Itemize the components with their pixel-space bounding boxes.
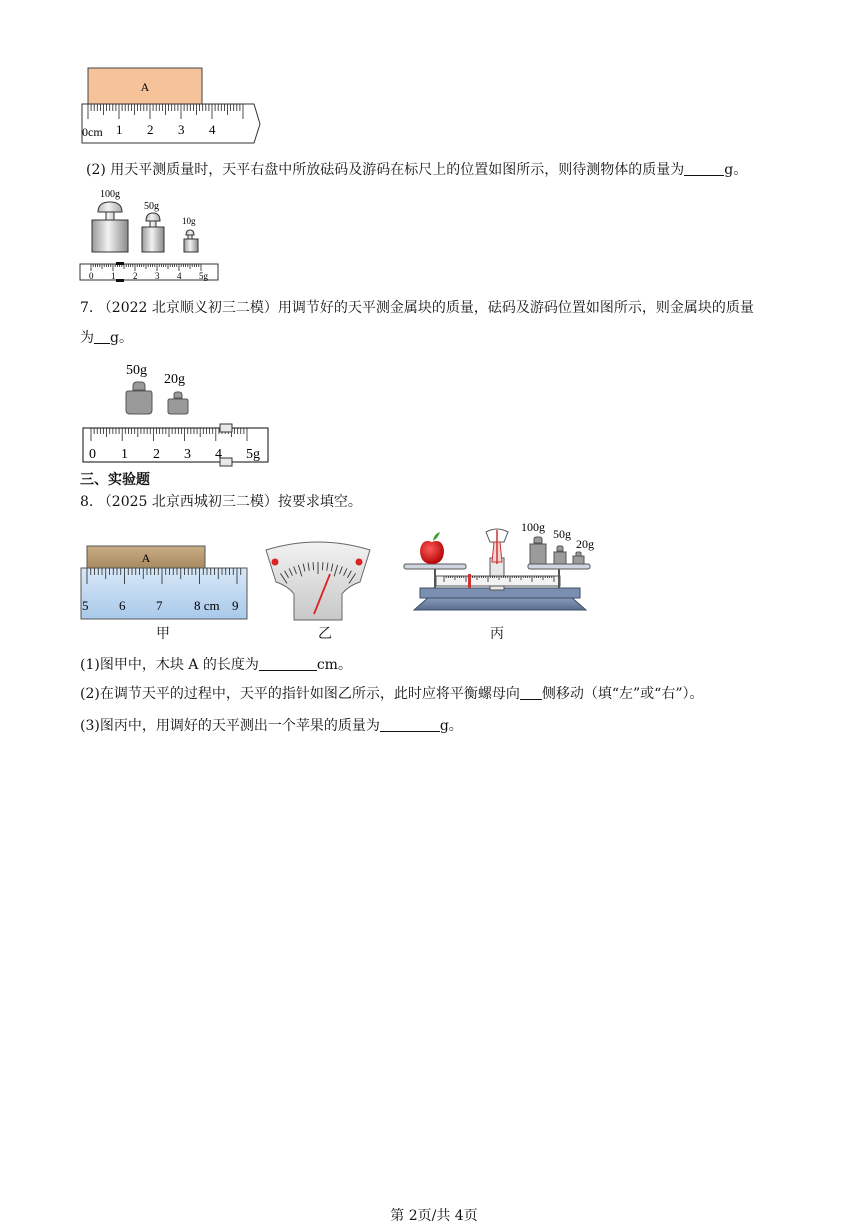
- beam-scale: [80, 264, 218, 280]
- ruler-label-9: 9: [232, 598, 239, 613]
- apple-icon: [420, 541, 444, 564]
- scale-label-5g: 5g: [246, 447, 260, 462]
- answer-blank[interactable]: [684, 161, 724, 176]
- weight-100g: [530, 537, 546, 564]
- figure-yi-pointer: [262, 540, 374, 624]
- block-a-label: A: [140, 80, 150, 94]
- q8-sub2: [80, 684, 703, 704]
- weight-label-100g: 100g: [521, 520, 545, 534]
- tick-mark: [313, 562, 314, 570]
- rider: [468, 574, 471, 588]
- q8-sub2-tail: 侧移动（填“左”或“右”）。: [541, 686, 704, 702]
- weight-label-10g: 10g: [182, 216, 196, 226]
- weight-label-100g: 100g: [100, 189, 120, 200]
- q8-intro: 8. （2025 北京西城初三二模）按要求填空。: [80, 494, 362, 510]
- scale-label-5g: 5g: [199, 271, 208, 281]
- ruler-label-1: 1: [116, 122, 123, 137]
- answer-blank[interactable]: [520, 685, 542, 700]
- figure-bing-balance: [400, 518, 600, 618]
- scale-label-4: 4: [177, 271, 182, 281]
- pointer-plate: [266, 542, 370, 620]
- caption-jia: 甲: [156, 626, 170, 642]
- caption-yi: 乙: [318, 626, 332, 642]
- answer-blank[interactable]: [380, 717, 440, 732]
- scale-label-3: 3: [155, 271, 160, 281]
- apple-leaf: [433, 532, 440, 541]
- scale-label-1: 1: [121, 447, 128, 462]
- q8-sub3-text: (3)图丙中，用调好的天平测出一个苹果的质量为: [80, 718, 380, 734]
- scale-label-3: 3: [184, 447, 191, 462]
- caption-bing: 丙: [490, 626, 504, 642]
- ruler-label-4: 4: [209, 122, 216, 137]
- weight-20g: [573, 552, 584, 564]
- ruler-label-5: 5: [82, 598, 89, 613]
- weight-10g: [184, 230, 198, 252]
- answer-blank[interactable]: [259, 656, 317, 671]
- answer-blank[interactable]: [94, 329, 110, 344]
- q7-line2: [80, 328, 133, 348]
- q8-sub1: [80, 655, 352, 675]
- q7-prefix: 为: [80, 330, 94, 346]
- weight-label-20g: 20g: [164, 372, 185, 387]
- q6-2-question: [86, 160, 747, 180]
- weight-label-50g: 50g: [553, 527, 571, 541]
- rider: [116, 262, 124, 265]
- q6-2-unit: g。: [724, 162, 748, 178]
- ruler-label-2: 2: [147, 122, 154, 137]
- section-heading: 三、实验题: [80, 472, 150, 488]
- rider-bottom: [116, 279, 124, 282]
- scale-label-2: 2: [133, 271, 138, 281]
- weight-label-50g: 50g: [126, 363, 147, 378]
- q8-sub2-text: (2)在调节天平的过程中，天平的指针如图乙所示，此时应将平衡螺母向: [80, 686, 520, 702]
- q6-2-text: (2) 用天平测质量时，天平右盘中所放砝码及游码在标尺上的位置如图所示，则待测物体的质量为: [86, 162, 685, 178]
- weight-50g: [142, 213, 164, 252]
- scale-label-0: 0: [89, 447, 96, 462]
- tick-mark: [322, 562, 323, 570]
- screw-dot-left: [272, 559, 279, 566]
- weight-50g: [554, 546, 566, 564]
- scale-label-1: 1: [111, 271, 116, 281]
- scale-label-2: 2: [153, 447, 160, 462]
- q7-unit: g。: [110, 330, 133, 346]
- scale-label-4: 4: [215, 447, 222, 462]
- ruler-label-8cm: 8 cm: [194, 598, 220, 613]
- figure-weights-q7: [80, 360, 272, 468]
- ruler-label-7: 7: [156, 598, 163, 613]
- q8-sub1-unit: cm。: [316, 657, 352, 673]
- q8-sub3-unit: g。: [439, 718, 463, 734]
- ruler-label-0: 0cm: [82, 125, 103, 139]
- weight-20g: [168, 392, 188, 414]
- scale-label-0: 0: [89, 271, 94, 281]
- q8-sub1-text: (1)图甲中，木块 A 的长度为: [80, 657, 259, 673]
- rider: [220, 424, 232, 432]
- page-footer: 第 2页/共 4页: [390, 1208, 478, 1224]
- figure-ruler-top: [78, 66, 263, 146]
- q7-line1: 7. （2022 北京顺义初三二模）用调节好的天平测金属块的质量，砝码及游码位置如图所示，则金属块的质量: [80, 300, 754, 316]
- left-pan: [404, 564, 466, 569]
- q8-sub3: [80, 716, 463, 736]
- ruler-label-3: 3: [178, 122, 185, 137]
- weight-50g: [126, 382, 152, 414]
- ruler-label-6: 6: [119, 598, 126, 613]
- right-pan: [528, 564, 590, 569]
- figure-weights-q6: [78, 186, 228, 284]
- figure-jia-ruler: [78, 544, 253, 622]
- block-a-label: A: [141, 551, 151, 565]
- weight-100g: [92, 202, 128, 252]
- weight-label-50g: 50g: [144, 201, 159, 212]
- weight-label-20g: 20g: [576, 537, 594, 551]
- screw-dot-right: [356, 559, 363, 566]
